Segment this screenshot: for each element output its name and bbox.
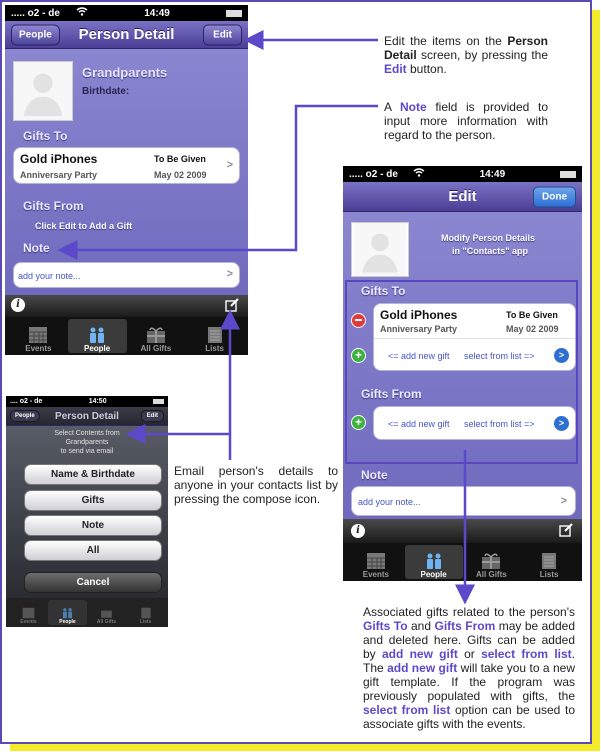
name-birthdate-button[interactable]: Name & Birthdate [24,464,162,485]
status-bar [343,166,582,182]
disclosure-button-icon[interactable]: > [554,348,569,363]
sheet-header-line2: Grandparents [65,439,109,446]
compose-icon[interactable] [225,298,240,317]
gift-status: To Be Given [506,310,558,320]
status-bar [6,396,168,407]
annotation-edit [384,34,548,76]
edit-button[interactable]: Edit [203,24,242,45]
gift-status: To Be Given [154,154,206,164]
gift-name: Gold iPhones [20,152,98,166]
battery-icon [153,399,164,404]
tab-all-gifts[interactable] [87,600,126,625]
birthdate-label: Birthdate: [82,86,130,97]
tab-label: People [84,344,111,353]
gift-occasion: Anniversary Party [20,170,98,180]
tab-label: Events [362,570,389,579]
clock: 14:49 [144,7,170,19]
tab-label: All Gifts [96,619,117,625]
battery-icon [226,10,242,17]
annotation-highlight: Gifts From [434,619,496,633]
carrier-label: ..... o2 - de [11,7,60,19]
calendar-icon [28,326,48,344]
email-select-screen [6,396,168,627]
annotation-text: button. [406,62,447,76]
gift-icon [480,552,502,570]
tab-label: Lists [205,344,224,353]
select-from-list-link[interactable]: select from list => [464,351,535,361]
tab-label: All Gifts [476,570,507,579]
tab-label: Events [20,619,37,625]
people-icon [424,552,444,570]
detail-content [5,49,248,295]
annotation-text: option can be used to associate gifts with the events. [363,703,575,731]
battery-icon [560,171,576,178]
annotation-text: A [384,100,400,114]
nav-bar [343,182,582,212]
cancel-button[interactable]: Cancel [24,572,162,593]
chevron-right-icon: > [226,268,233,280]
person-name: Grandparents [82,65,168,80]
sheet-header-line1: Select Contents from [54,430,120,437]
note-placeholder: add your note... [18,271,81,281]
sheet-header-line3: to send via email [60,448,114,455]
annotation-highlight: select from list [481,647,572,661]
add-plus-icon[interactable]: + [351,415,366,430]
gift-date: May 02 2009 [154,170,207,180]
gift-icon [100,607,113,619]
annotation-highlight: select from list [363,703,451,717]
page-title: Person Detail [55,410,119,422]
annotation-text: Email person's details to anyone in your contacts list by pressing the compose icon. [174,464,338,506]
annotation-highlight: Edit [384,62,407,76]
tab-events[interactable] [9,600,48,625]
people-icon [61,607,74,619]
tab-label: Events [25,344,52,353]
tab-lists[interactable] [520,545,578,579]
list-icon [140,607,152,619]
select-from-list-link[interactable]: select from list => [464,419,535,429]
all-button[interactable]: All [24,540,162,561]
add-new-gift-link[interactable]: <= add new gift [388,351,450,361]
tab-bar [6,598,168,627]
action-sheet [6,426,168,598]
annotation-text: will take you to a new gift template. If the program was previously populated with gifts, the [363,661,575,703]
carrier-label: .... o2 - de [10,398,43,405]
nav-bar [5,21,248,49]
annotation-highlight: add new gift [381,647,458,661]
clock: 14:49 [479,168,506,180]
modify-details-line2[interactable]: in "Contacts" app [452,246,529,256]
annotation-gifts [363,605,575,731]
back-button[interactable]: People [11,24,60,45]
gifts-from-title: Gifts From [23,199,84,213]
tab-lists[interactable] [126,600,165,625]
tab-lists[interactable] [185,319,244,353]
annotation-text: field is provided to input more information with regard to the person. [384,100,548,142]
annotation-bold: Person Detail [384,34,548,62]
toolbar [343,519,582,543]
annotation-text: or [457,647,482,661]
calendar-icon [366,552,386,570]
tab-all-gifts[interactable] [463,545,521,579]
back-button[interactable]: People [10,410,40,422]
tab-bar [5,317,248,355]
tab-all-gifts[interactable] [127,319,186,353]
info-icon[interactable]: i [351,524,365,538]
annotation-text: and [407,619,435,633]
annotation-text: Associated gifts related to the person's [363,605,575,619]
note-button[interactable]: Note [24,515,162,536]
clock: 14:50 [88,398,107,405]
tab-label: All Gifts [140,344,172,353]
annotation-email [174,464,338,506]
edit-content [343,212,582,519]
gifts-to-title: Gifts To [23,129,68,143]
calendar-icon [22,607,35,619]
modify-details-line1[interactable]: Modify Person Details [441,233,536,243]
list-icon [540,552,558,570]
chevron-right-icon: > [226,159,233,171]
gift-name: Gold iPhones [380,308,458,322]
status-bar [5,5,248,21]
gift-icon [145,326,167,344]
compose-icon[interactable] [559,523,574,542]
tab-people[interactable] [48,600,87,625]
done-button[interactable]: Done [533,186,576,207]
annotation-text: may be added and deleted here. Gifts can be added by [363,619,576,661]
annotation-text: screen, by pressing the [416,48,548,62]
gifts-button[interactable]: Gifts [24,490,162,511]
note-title: Note [23,241,50,255]
avatar[interactable] [351,222,409,277]
edit-screen [343,166,582,581]
page-title: Person Detail [78,26,175,43]
carrier-label: ..... o2 - de [349,168,398,180]
annotation-note [384,100,548,142]
tab-label: Lists [539,570,559,579]
page-title: Edit [448,188,477,205]
annotation-text: . The [363,647,576,675]
delete-minus-icon[interactable] [351,313,366,328]
tab-label: People [59,619,76,625]
note-title: Note [361,468,388,482]
gifts-to-title: Gifts To [361,284,406,298]
add-new-gift-link[interactable]: <= add new gift [388,419,450,429]
edit-button[interactable]: Edit [141,410,164,422]
nav-bar [6,407,168,426]
note-field[interactable] [13,262,240,288]
note-placeholder: add your note... [358,497,421,507]
note-field[interactable] [351,486,576,516]
annotation-highlight: Gifts To [363,619,408,633]
card-divider [374,338,575,339]
chevron-right-icon: > [560,495,567,507]
tab-label: Lists [139,619,152,625]
tab-bar [343,543,582,581]
gifts-to-card [373,303,576,371]
tab-events[interactable] [9,319,68,353]
tab-label: People [420,570,447,579]
gifts-from-hint: Click Edit to Add a Gift [35,221,133,231]
annotation-text: Edit the items on the [384,34,508,48]
tab-people[interactable] [405,545,463,579]
wifi-icon [413,168,425,180]
gift-date: May 02 2009 [506,324,559,334]
add-plus-icon[interactable]: + [351,348,366,363]
list-icon [206,326,224,344]
gifts-from-title: Gifts From [361,387,422,401]
gift-occasion: Anniversary Party [380,324,458,334]
tab-events[interactable] [347,545,405,579]
people-icon [87,326,107,344]
gift-card[interactable] [13,147,240,184]
tab-people[interactable] [68,319,127,353]
info-icon[interactable]: i [11,298,25,312]
disclosure-button-icon[interactable]: > [554,416,569,431]
toolbar [5,295,248,317]
avatar[interactable] [13,61,73,121]
person-detail-screen [5,5,248,355]
gifts-from-card [373,406,576,440]
wifi-icon [76,7,88,19]
annotation-highlight: add new gift [387,661,458,675]
annotation-highlight: Note [400,100,427,114]
